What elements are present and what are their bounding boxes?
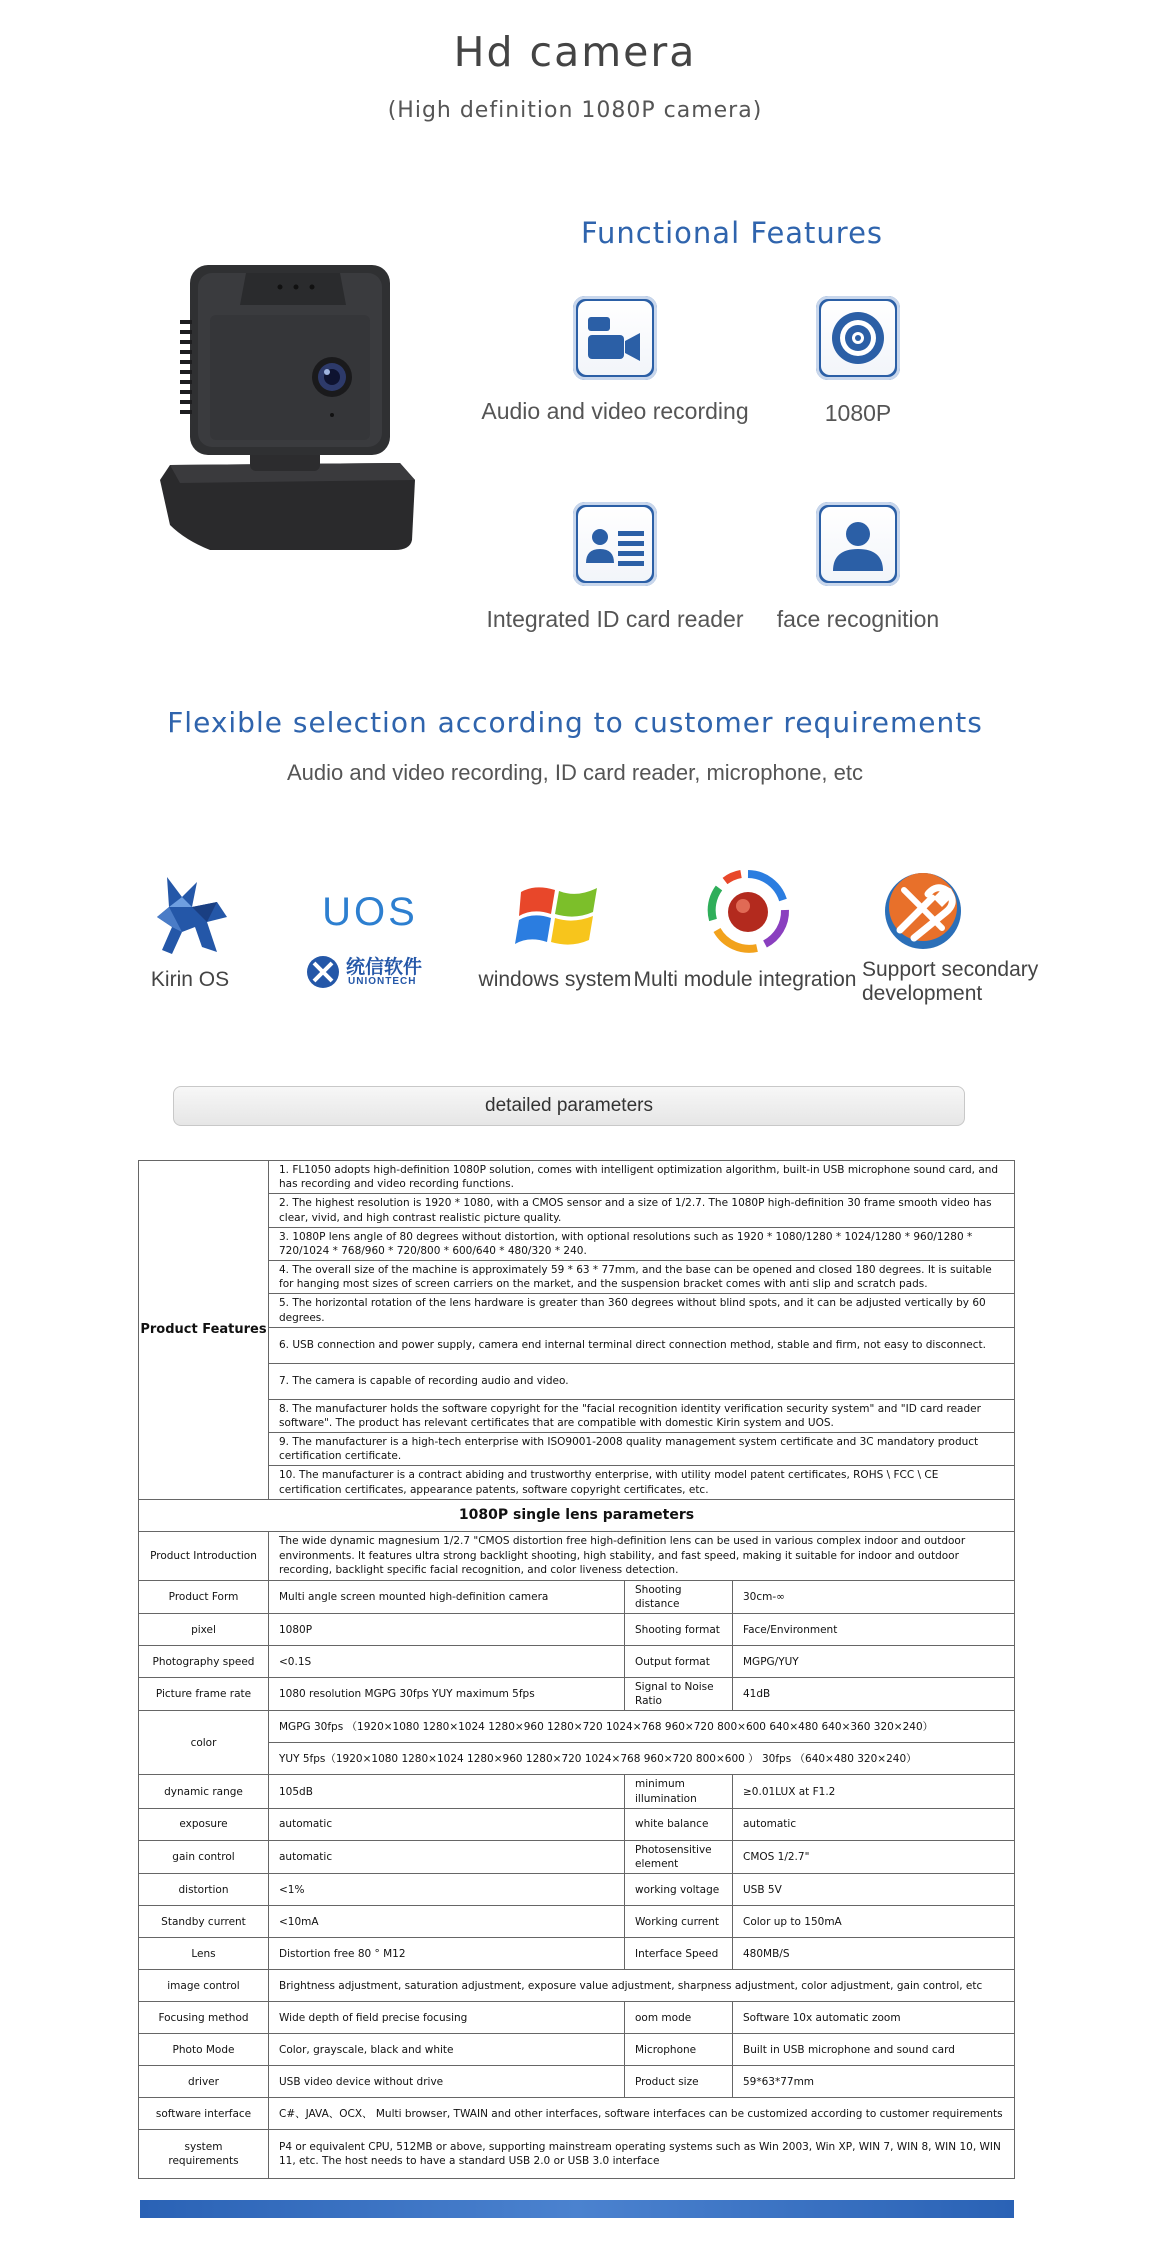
row-label: driver <box>139 2066 269 2098</box>
support-dev-label-line2: development <box>862 982 983 1005</box>
feature-label-id-reader: Integrated ID card reader <box>486 606 744 632</box>
uniontech-en-text: UNIONTECH <box>348 976 417 987</box>
row-label: oom mode <box>625 2002 733 2034</box>
row-value: automatic <box>733 1808 1015 1840</box>
row-label: white balance <box>625 1808 733 1840</box>
row-value: MGPG/YUY <box>733 1646 1015 1678</box>
feature-label-recording: Audio and video recording <box>481 398 749 424</box>
id-card-icon <box>573 502 657 586</box>
feature-item: 1. FL1050 adopts high-definition 1080P solution, comes with intelligent optimization algorithm, built-in USB microphone sound card, and has recording and video recording functions. <box>269 1161 1015 1194</box>
feature-item: 7. The camera is capable of recording audio and video. <box>269 1363 1015 1399</box>
feature-item: 8. The manufacturer holds the software copyright for the "facial recognition identity verification security system" and "ID card reader software". The product has relevant certificates that are compatible with domestic Kirin system and UOS. <box>269 1399 1015 1432</box>
row-value: automatic <box>269 1808 625 1840</box>
feature-label-1080p: 1080P <box>824 400 892 426</box>
kirin-logo-icon <box>147 872 237 957</box>
feature-item: 6. USB connection and power supply, camera end internal terminal direct connection method, stable and firm, not easy to disconnect. <box>269 1327 1015 1363</box>
row-label: Working current <box>625 1906 733 1938</box>
row-value: 1080 resolution MGPG 30fps YUY maximum 5fps <box>269 1678 625 1711</box>
row-value: Face/Environment <box>733 1614 1015 1646</box>
feature-item: 4. The overall size of the machine is approximately 59 * 63 * 77mm, and the base can be opened and closed 180 degrees. It is suitable for hanging most sizes of screen carriers on the market, and the suspension bracket comes with anti slip and scratch pads. <box>269 1261 1015 1294</box>
row-value: C#、JAVA、OCX、 Multi browser, TWAIN and other interfaces, software interfaces can be customized according to customer requirements <box>269 2098 1015 2130</box>
row-label: dynamic range <box>139 1775 269 1808</box>
row-value: P4 or equivalent CPU, 512MB or above, supporting mainstream operating systems such as Win 2003, Win XP, WIN 7, WIN 8, WIN 10, WIN 11, etc. The host needs to have a standard USB 2.0 or USB 3.0 interface <box>269 2130 1015 2179</box>
row-value: YUY 5fps（1920×1080 1280×1024 1280×960 1280×720 1024×768 960×720 800×600 ） 30fps （640×480 320×240） <box>269 1743 1015 1775</box>
uniontech-logo-icon <box>306 955 340 989</box>
row-label: distortion <box>139 1874 269 1906</box>
row-label: Product Form <box>139 1580 269 1613</box>
row-value: 105dB <box>269 1775 625 1808</box>
row-label: Shooting format <box>625 1614 733 1646</box>
row-label: Standby current <box>139 1906 269 1938</box>
row-value: <10mA <box>269 1906 625 1938</box>
row-label: system requirements <box>139 2130 269 2179</box>
row-value: Distortion free 80 ° M12 <box>269 1938 625 1970</box>
row-label: Photo Mode <box>139 2034 269 2066</box>
row-label: Picture frame rate <box>139 1678 269 1711</box>
lens-icon <box>816 296 900 380</box>
row-value: ≥0.01LUX at F1.2 <box>733 1775 1015 1808</box>
row-value: Color, grayscale, black and white <box>269 2034 625 2066</box>
multi-module-icon <box>705 868 791 954</box>
feature-item: 5. The horizontal rotation of the lens hardware is greater than 360 degrees without blind spots, and it can be adjusted vertically by 60 degrees. <box>269 1294 1015 1327</box>
row-label: pixel <box>139 1614 269 1646</box>
page-subtitle: (High definition 1080P camera) <box>387 98 763 123</box>
person-icon <box>816 502 900 586</box>
support-dev-label-line1: Support secondary <box>862 958 1039 981</box>
row-value: 480MB/S <box>733 1938 1015 1970</box>
uniontech-cn-text: 统信软件 <box>346 957 423 978</box>
feature-item: 2. The highest resolution is 1920 * 1080, with a CMOS sensor and a size of 1/2.7. The 1080P high-definition 30 frame smooth video has clear, vivid, and high contrast realistic picture quality. <box>269 1194 1015 1227</box>
row-value: 1080P <box>269 1614 625 1646</box>
row-value: The wide dynamic magnesium 1/2.7 "CMOS distortion free high-definition lens can be used in various complex indoor and outdoor environments. It features ultra strong backlight shooting, high stability, and fast speed, making it suitable for indoor and outdoor recording, backlight specific facial recognition, and color liveness detection. <box>269 1531 1015 1580</box>
row-value: automatic <box>269 1840 625 1873</box>
row-label: Product size <box>625 2066 733 2098</box>
row-label: Product Introduction <box>139 1531 269 1580</box>
row-value: <0.1S <box>269 1646 625 1678</box>
multi-module-label: Multi module integration <box>633 968 857 991</box>
product-features-label: Product Features <box>139 1161 269 1500</box>
video-camera-icon <box>573 296 657 380</box>
camera-product-image <box>150 265 425 565</box>
detailed-parameters-bar: detailed parameters <box>173 1086 965 1126</box>
section-title: 1080P single lens parameters <box>139 1499 1015 1531</box>
row-value: Multi angle screen mounted high-definition camera <box>269 1580 625 1613</box>
row-value: Software 10x automatic zoom <box>733 2002 1015 2034</box>
spec-table <box>138 1160 1015 2179</box>
row-value: <1% <box>269 1874 625 1906</box>
feature-item: 9. The manufacturer is a high-tech enterprise with ISO9001-2008 quality management system certificate and 3C mandatory product certification certificate. <box>269 1433 1015 1466</box>
windows-system-label: windows system <box>478 968 632 991</box>
row-value: 59*63*77mm <box>733 2066 1015 2098</box>
row-label: minimum illumination <box>625 1775 733 1808</box>
row-value: Brightness adjustment, saturation adjustment, exposure value adjustment, sharpness adjustment, color adjustment, gain control, etc <box>269 1970 1015 2002</box>
footer-bar <box>140 2200 1014 2218</box>
row-value: Color up to 150mA <box>733 1906 1015 1938</box>
row-label: Microphone <box>625 2034 733 2066</box>
row-label: gain control <box>139 1840 269 1873</box>
row-label: Signal to Noise Ratio <box>625 1678 733 1711</box>
feature-label-face: face recognition <box>776 606 940 632</box>
row-label: Photosensitive element <box>625 1840 733 1873</box>
page-title: Hd camera <box>453 28 697 76</box>
row-value: 41dB <box>733 1678 1015 1711</box>
row-label: exposure <box>139 1808 269 1840</box>
row-label: Photography speed <box>139 1646 269 1678</box>
row-value: Built in USB microphone and sound card <box>733 2034 1015 2066</box>
row-label: Focusing method <box>139 2002 269 2034</box>
row-value: USB 5V <box>733 1874 1015 1906</box>
flexible-heading: Flexible selection according to customer requirements <box>167 706 983 739</box>
row-value: USB video device without drive <box>269 2066 625 2098</box>
row-label: color <box>139 1711 269 1775</box>
row-label: working voltage <box>625 1874 733 1906</box>
feature-item: 3. 1080P lens angle of 80 degrees without distortion, with optional resolutions such as 1920 * 1080/1280 * 1024/1280 * 960/1280 * 720/1024 * 768/960 * 720/800 * 600/640 * 480/320 * 240. <box>269 1227 1015 1260</box>
kirin-os-label: Kirin OS <box>150 968 230 991</box>
development-tools-icon <box>880 868 966 954</box>
windows-logo-icon <box>515 876 603 956</box>
feature-item: 10. The manufacturer is a contract abiding and trustworthy enterprise, with utility model patent certificates, ROHS \ FCC \ CE certification certificates, appearance patents, software copyright certificates, etc. <box>269 1466 1015 1499</box>
row-label: Lens <box>139 1938 269 1970</box>
row-label: Interface Speed <box>625 1938 733 1970</box>
row-value: CMOS 1/2.7" <box>733 1840 1015 1873</box>
flexible-subheading: Audio and video recording, ID card reader, microphone, etc <box>287 760 863 785</box>
row-label: image control <box>139 1970 269 2002</box>
row-value: 30cm-∞ <box>733 1580 1015 1613</box>
uos-logo-text: UOS <box>322 890 418 934</box>
features-heading: Functional Features <box>580 216 884 250</box>
row-value: Wide depth of field precise focusing <box>269 2002 625 2034</box>
row-label: software interface <box>139 2098 269 2130</box>
row-value: MGPG 30fps （1920×1080 1280×1024 1280×960 1280×720 1024×768 960×720 800×600 640×480 640×360 320×240） <box>269 1711 1015 1743</box>
row-label: Shooting distance <box>625 1580 733 1613</box>
row-label: Output format <box>625 1646 733 1678</box>
